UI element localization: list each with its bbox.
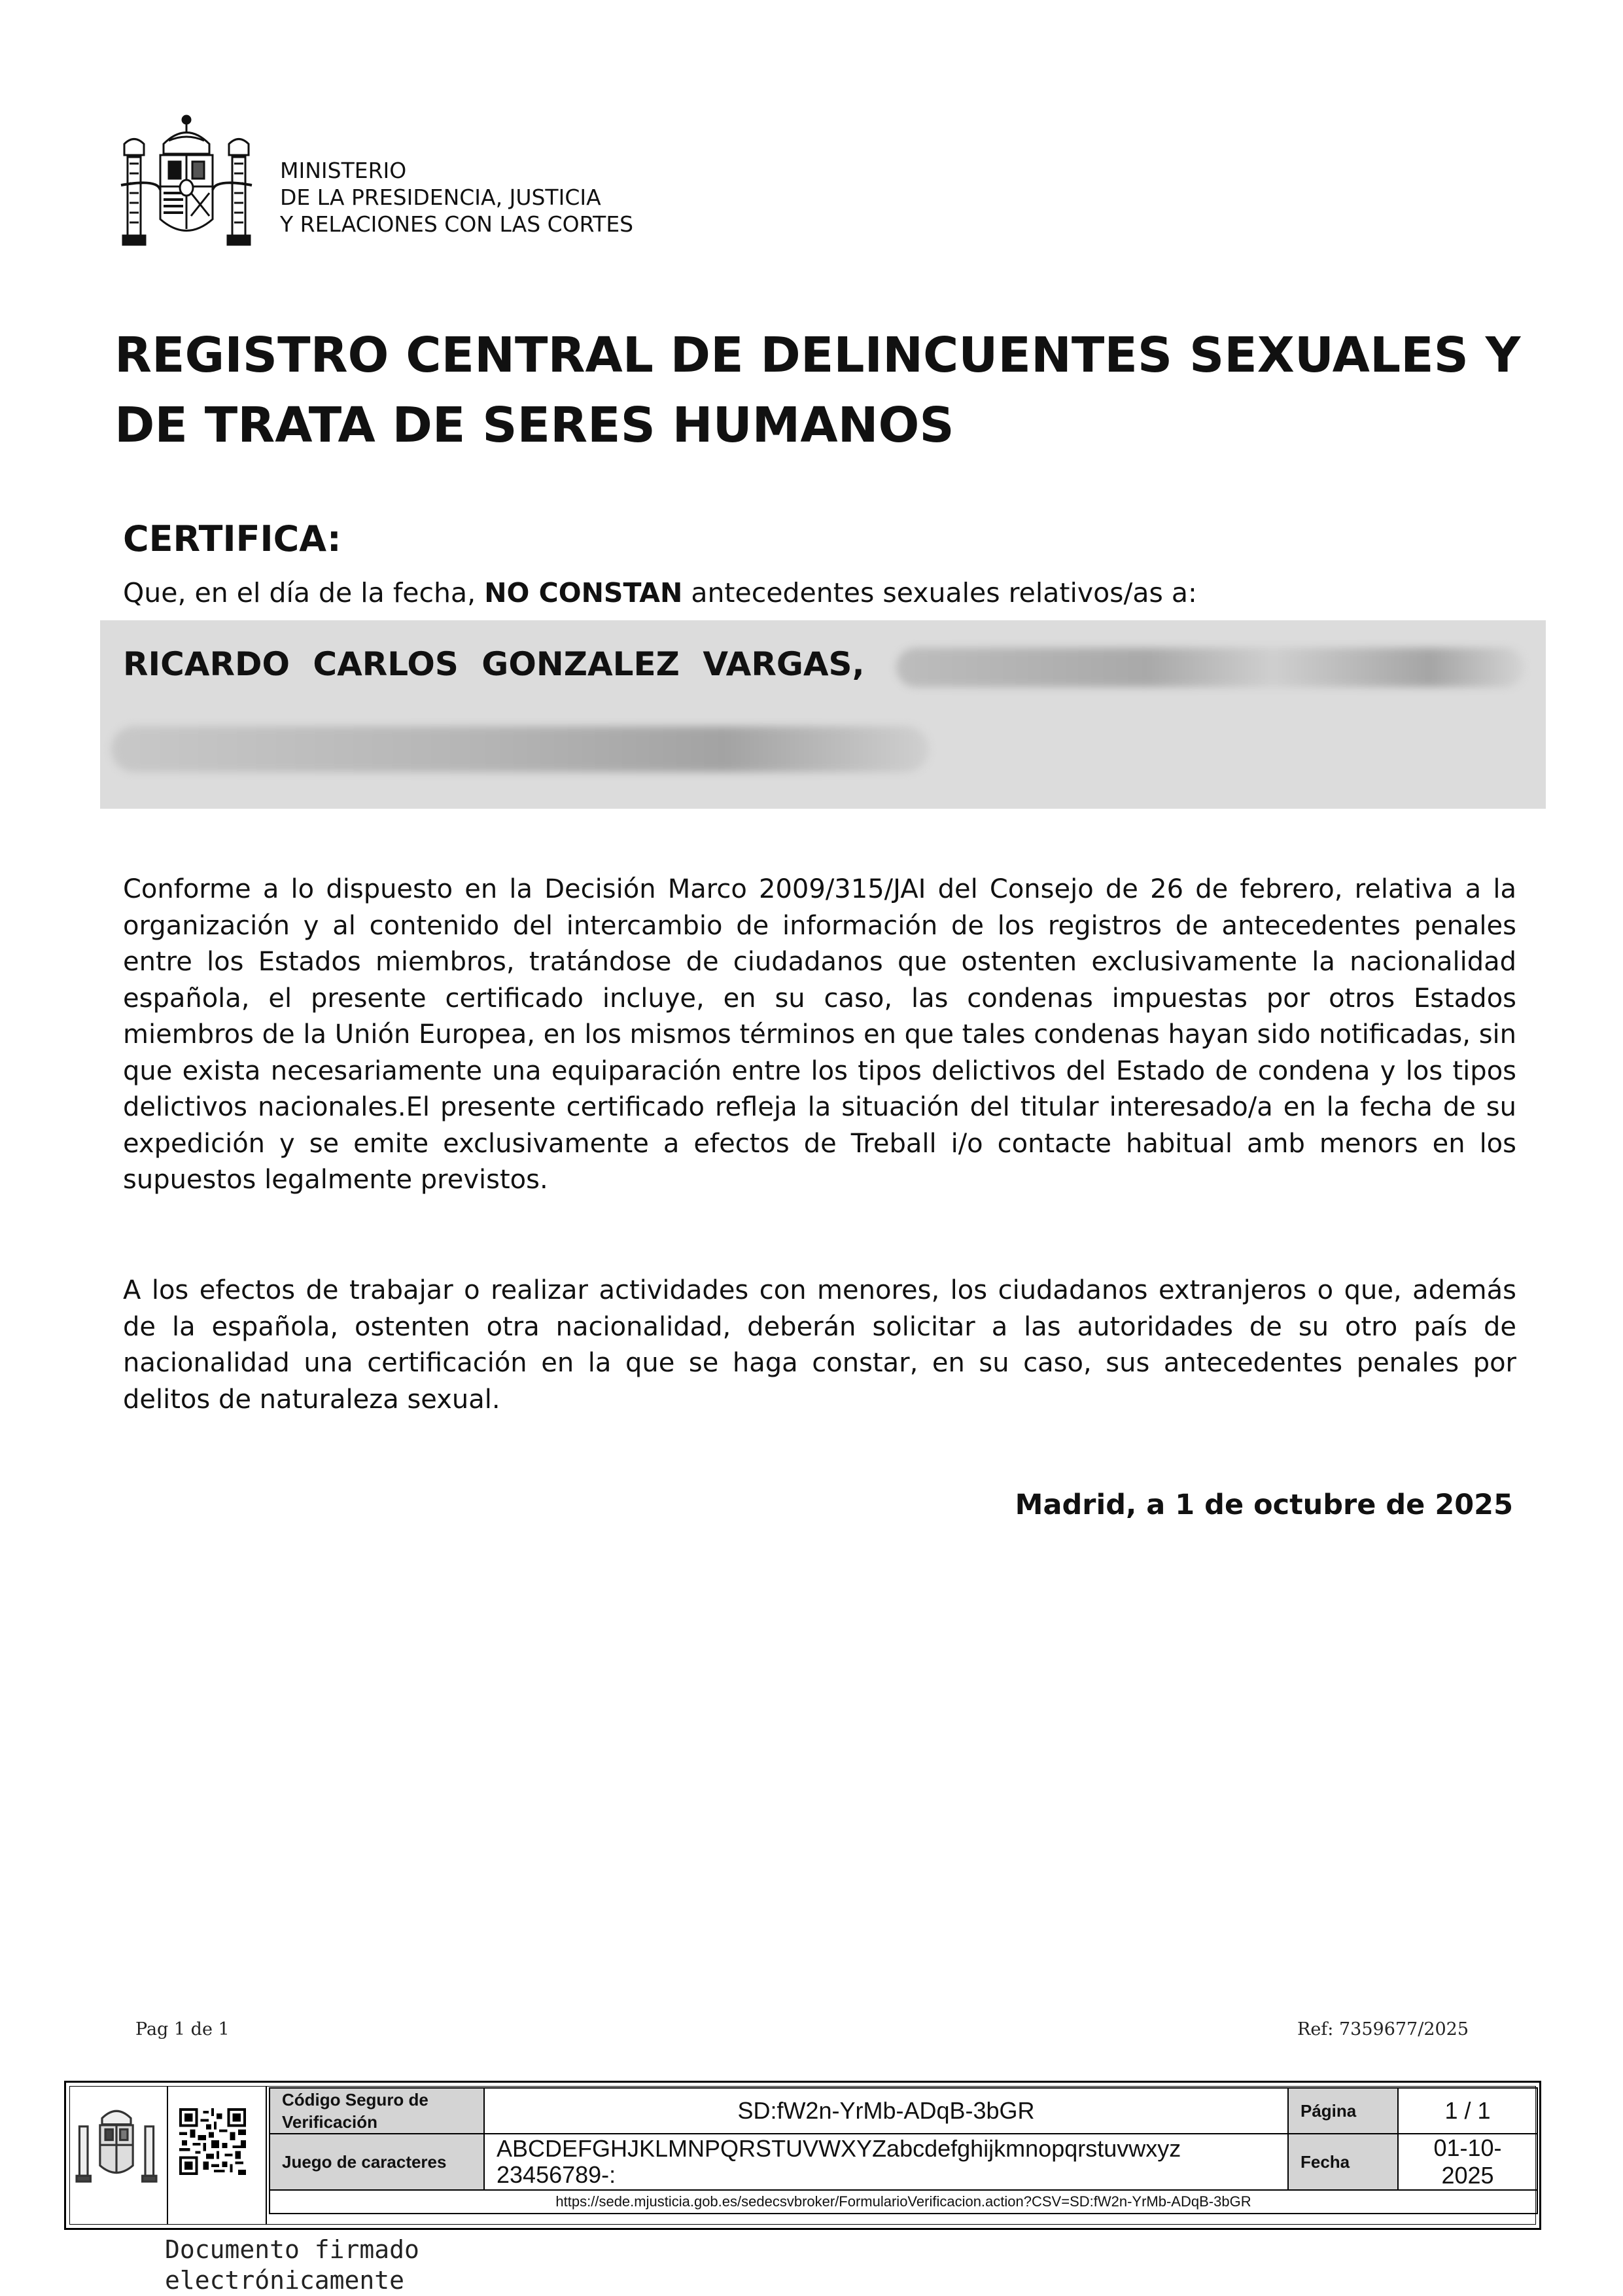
- page-info: Pag 1 de 1: [135, 2019, 230, 2040]
- date-label: Fecha: [1288, 2134, 1398, 2190]
- charset-label: Juego de caracteres: [270, 2134, 484, 2190]
- verification-table: [269, 2087, 1538, 2214]
- verification-divider-1: [167, 2086, 168, 2225]
- signed-notice: [165, 2234, 419, 2296]
- title-line-2: DE TRATA DE SERES HUMANOS: [114, 397, 954, 453]
- person-name-separator: ,: [852, 645, 865, 683]
- legal-paragraph-2: A los efectos de trabajar o realizar actividades con menores, los ciudadanos extranjeros o que, además de la española, ostenten otra nacionalidad, deberán solicitar a las autoridades de su otro país de nacionalidad una certificación en la que se haga constar, en su caso, sus antecedentes penales por delitos de naturaleza sexual.: [123, 1275, 1516, 1415]
- redacted-details-blur: [111, 726, 929, 772]
- page-label: Página: [1288, 2088, 1398, 2134]
- date-value: 01-10-2025: [1398, 2134, 1537, 2190]
- certifica-heading: CERTIFICA:: [123, 518, 341, 559]
- intro-after: antecedentes sexuales relativos/as a:: [682, 577, 1197, 609]
- place-and-date: Madrid, a 1 de octubre de 2025: [1015, 1489, 1513, 1521]
- legal-paragraph-1: Conforme a lo dispuesto en la Decisión Marco 2009/315/JAI del Consejo de 26 de febrero, relativa a la organización y al contenido del intercambio de información de los registros de antecedentes penales entre los Estados miembros, tratándose de ciudadanos que ostenten exclusivamente la nacionalidad española, el presente certificado incluye, en su caso, las condenas impuestas por otros Estados miembros de la Unión Europea, en los mismos términos en que tales condenas hayan sido notificadas, sin que exista necesariamente una equiparación entre los tipos delictivos del Estado de condena y los tipos delictivos nacionales.El presente certificado refleja la situación del titular interesado/a en la fecha de su expedición y se emite exclusivamente a efectos de Treball i/o contacte habitual amb menors en los supuestos legalmente previstos.: [123, 874, 1516, 1195]
- document-title: [114, 321, 1541, 461]
- intro-before: Que, en el día de la fecha,: [123, 577, 485, 609]
- ministry-line-1: MINISTERIO: [280, 158, 407, 183]
- verification-url[interactable]: https://sede.mjusticia.gob.es/sedecsvbroker/FormularioVerificacion.action?CSV=SD:fW2n-YrMb-ADqB-3bGR: [270, 2190, 1537, 2214]
- page-value: 1 / 1: [1398, 2088, 1537, 2134]
- reference-number: Ref: 7359677/2025: [1297, 2019, 1469, 2040]
- title-line-1: REGISTRO CENTRAL DE DELINCUENTES SEXUALES Y: [114, 327, 1521, 383]
- signed-line-1: Documento firmado: [165, 2235, 419, 2264]
- csv-label: Código Seguro de Verificación: [270, 2088, 484, 2134]
- intro-bold: NO CONSTAN: [484, 577, 683, 609]
- redacted-id-blur: [896, 648, 1524, 687]
- person-name: RICARDO CARLOS GONZALEZ VARGAS: [123, 645, 852, 683]
- small-coat-of-arms-icon: [73, 2094, 160, 2192]
- ministry-line-2: DE LA PRESIDENCIA, JUSTICIA: [280, 185, 601, 210]
- person-name-line: [123, 645, 865, 683]
- verification-divider-2: [266, 2086, 267, 2225]
- signed-line-2: electrónicamente: [165, 2266, 405, 2295]
- qr-code-icon: [179, 2108, 246, 2175]
- csv-value: SD:fW2n-YrMb-ADqB-3bGR: [484, 2088, 1288, 2134]
- charset-value: ABCDEFGHJKLMNPQRSTUVWXYZabcdefghijkmnopqrstuvwxyz 23456789-:: [484, 2134, 1288, 2190]
- ministry-line-3: Y RELACIONES CON LAS CORTES: [280, 211, 634, 237]
- certifica-intro: [123, 577, 1197, 609]
- coat-of-arms-icon: [118, 108, 255, 258]
- ministry-name: [280, 157, 633, 238]
